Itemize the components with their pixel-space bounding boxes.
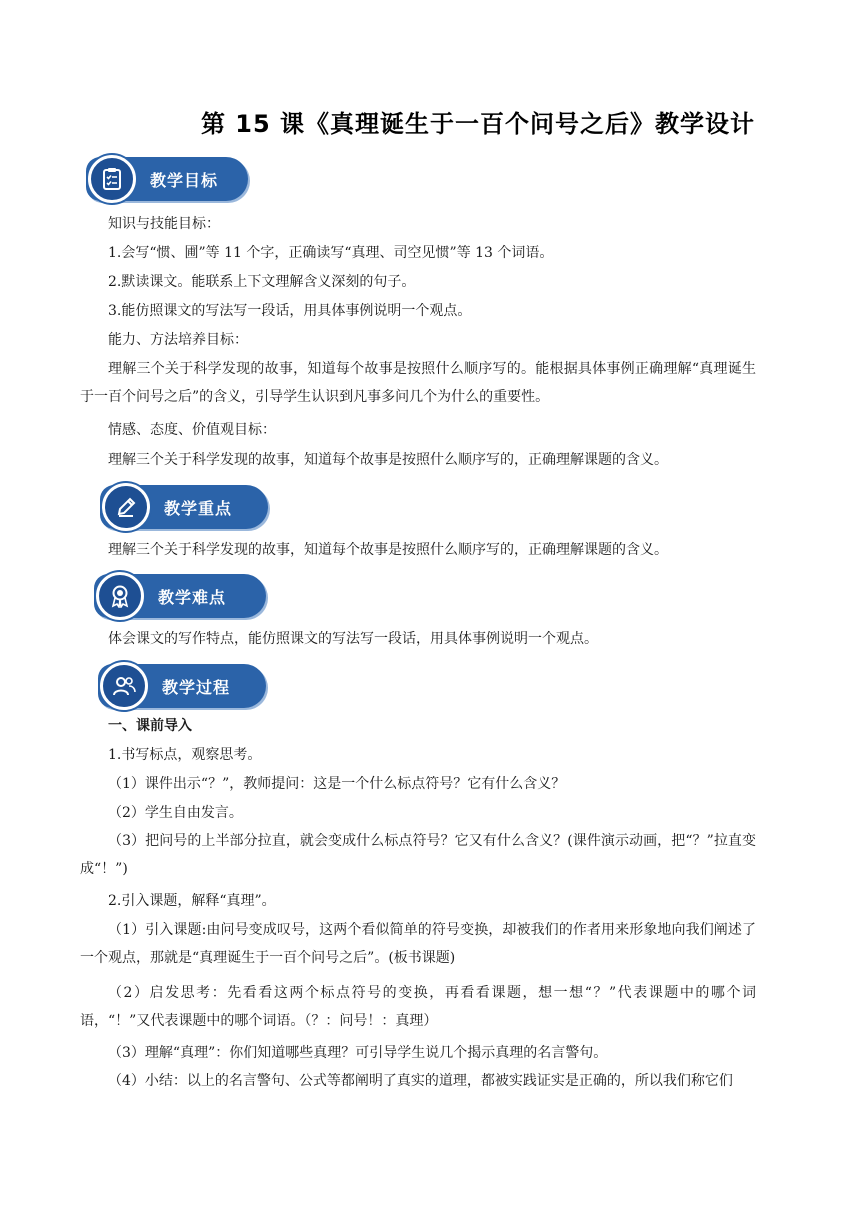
pencil-icon xyxy=(102,483,150,531)
section-heading-intro: 一、课前导入 xyxy=(108,718,192,734)
badge-label: 教学难点 xyxy=(158,587,227,607)
step-2: 2.引入课题，解释“真理”。 xyxy=(108,893,276,909)
difficulty-text: 体会课文的写作特点，能仿照课文的写法写一段话，用具体事例说明一个观点。 xyxy=(108,631,598,647)
knowledge-heading: 知识与技能目标： xyxy=(108,216,220,232)
section-badge-key xyxy=(100,485,268,529)
goal-item-3: 3.能仿照课文的写法写一段话，用具体事例说明一个观点。 xyxy=(108,303,472,319)
clipboard-icon xyxy=(88,155,136,203)
ability-heading: 能力、方法培养目标： xyxy=(108,332,248,348)
people-icon xyxy=(100,662,148,710)
badge-label: 教学过程 xyxy=(162,677,231,697)
goal-item-1: 1.会写“惯、圃”等 11 个字，正确读写“真理、司空见惯”等 13 个词语。 xyxy=(108,245,554,261)
badge-label: 教学重点 xyxy=(164,498,233,518)
key-text: 理解三个关于科学发现的故事，知道每个故事是按照什么顺序写的，正确理解课题的含义。 xyxy=(108,542,668,558)
step-1-item-1: （1）课件出示“？”，教师提问：这是一个什么标点符号？它有什么含义？ xyxy=(108,776,566,792)
step-2-item-3: （3）理解“真理”：你们知道哪些真理？可引导学生说几个揭示真理的名言警句。 xyxy=(108,1045,608,1061)
step-1-item-2: （2）学生自由发言。 xyxy=(108,805,243,821)
step-2-item-1: （1）引入课题:由问号变成叹号，这两个看似简单的符号变换，却被我们的作者用来形象地向我们阐述了一个观点，那就是“真理诞生于一百个问号之后”。(板书课题) xyxy=(80,922,756,966)
badge-label: 教学目标 xyxy=(150,170,219,190)
ability-text: 理解三个关于科学发现的故事，知道每个故事是按照什么顺序写的。能根据具体事例正确理解“真理诞生于一百个问号之后”的含义，引导学生认识到凡事多问几个为什么的重要性。 xyxy=(80,361,756,405)
section-badge-process xyxy=(98,664,266,708)
section-badge-goals xyxy=(86,157,248,201)
goal-item-2: 2.默读课文。能联系上下文理解含义深刻的句子。 xyxy=(108,274,416,290)
emotion-text: 理解三个关于科学发现的故事，知道每个故事是按照什么顺序写的，正确理解课题的含义。 xyxy=(108,452,668,468)
medal-icon xyxy=(96,572,144,620)
step-1: 1.书写标点，观察思考。 xyxy=(108,747,262,763)
section-badge-difficulty xyxy=(94,574,266,618)
step-1-item-3: （3）把问号的上半部分拉直，就会变成什么标点符号？它又有什么含义？(课件演示动画，把“？”拉直变成“！”) xyxy=(80,833,756,877)
page-title: 第 15 课《真理诞生于一百个问号之后》教学设计 xyxy=(200,110,756,138)
step-2-item-4: （4）小结：以上的名言警句、公式等都阐明了真实的道理，都被实践证实是正确的，所以我们称它们 xyxy=(108,1073,733,1089)
step-2-item-2: （2）启发思考：先看看这两个标点符号的变换，再看看课题，想一想“？”代表课题中的哪个词语，“！”又代表课题中的哪个词语。（？：问号！：真理） xyxy=(80,985,756,1029)
emotion-heading: 情感、态度、价值观目标： xyxy=(108,422,276,438)
